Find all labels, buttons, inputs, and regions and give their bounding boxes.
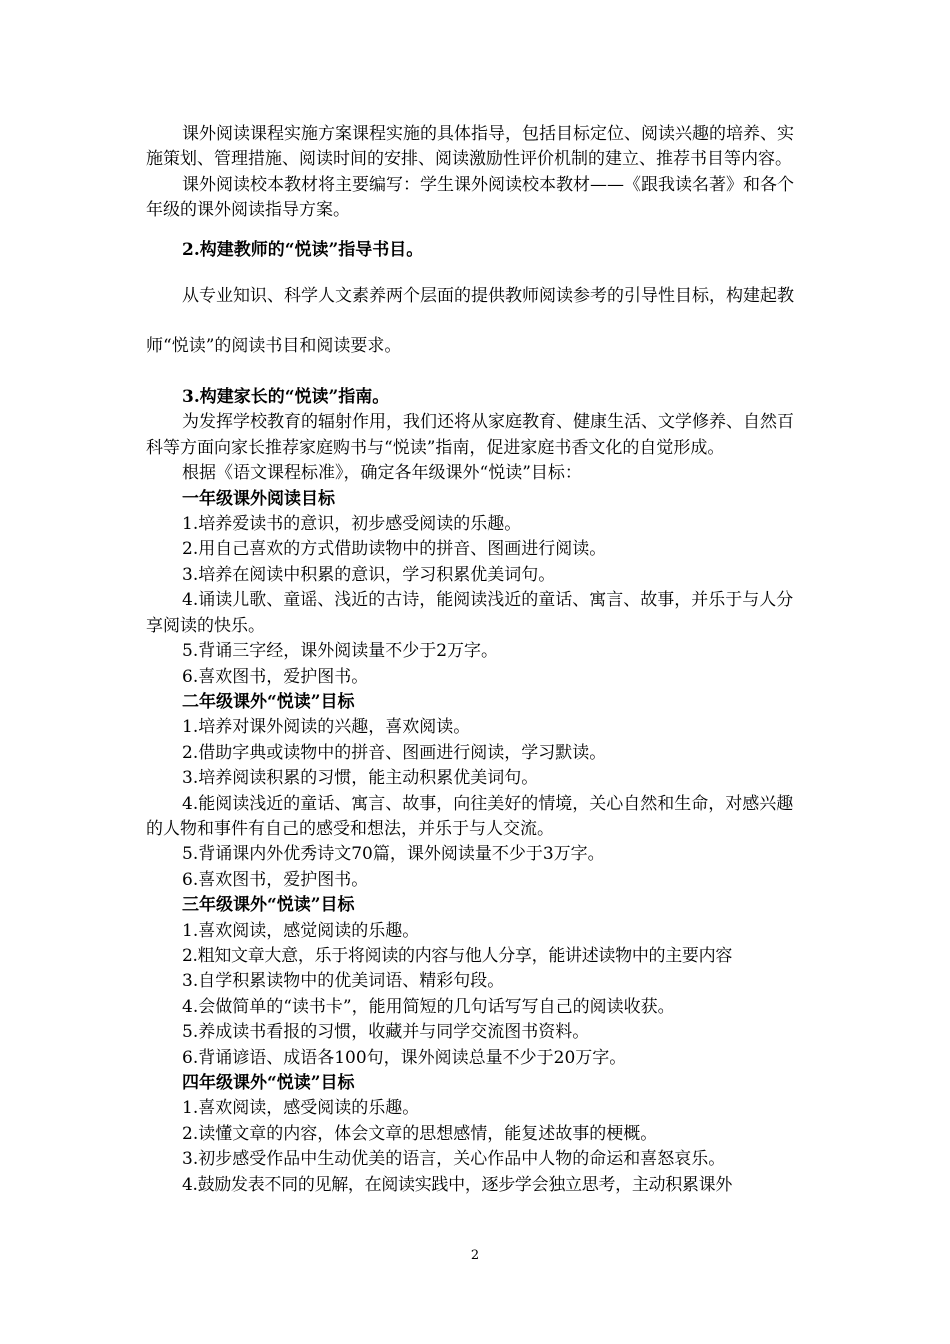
list-item: 3.培养阅读积累的习惯，能主动积累优美词句。 [182, 768, 539, 789]
paragraph-curriculum-standard: 根据《语文课程标准》，确定各年级课外“悦读”目标： [182, 463, 582, 484]
grade-title: 一年级课外阅读目标 [182, 488, 335, 509]
list-item: 4.诵读儿歌、童谣、浅近的古诗，能阅读浅近的童话、寓言、故事，并乐于与人分享阅读的快乐。 [146, 590, 794, 636]
list-item: 4.鼓励发表不同的见解，在阅读实践中，逐步学会独立思考，主动积累课外 [182, 1174, 733, 1195]
heading-teacher-booklist: 2.构建教师的“悦读”指导书目。 [182, 239, 424, 260]
grade-title: 四年级课外“悦读”目标 [182, 1073, 355, 1093]
list-item: 2.用自己喜欢的方式借助读物中的拼音、图画进行阅读。 [182, 539, 607, 560]
grade-section [146, 893, 810, 1071]
page-number: 2 [470, 1248, 480, 1263]
list-item: 1.喜欢阅读，感受阅读的乐趣。 [182, 1098, 420, 1119]
list-item: 2.粗知文章大意，乐于将阅读的内容与他人分享，能讲述读物中的主要内容 [182, 945, 733, 966]
grade-section [146, 690, 810, 893]
paragraph-textbook: 课外阅读校本教材将主要编写：学生课外阅读校本教材——《跟我读名著》和各个年级的课外阅读指导方案。 [146, 174, 794, 221]
list-item: 2.借助字典或读物中的拼音、图画进行阅读，学习默读。 [182, 742, 607, 763]
list-item: 4.会做简单的“读书卡”，能用简短的几句话写写自己的阅读收获。 [182, 996, 675, 1017]
paragraph-parent-guide: 为发挥学校教育的辐射作用，我们还将从家庭教育、健康生活、文学修养、自然百科等方面向家长推荐家庭购书与“悦读”指南，促进家庭书香文化的自觉形成。 [146, 412, 794, 458]
list-item: 6.喜欢图书，爱护图书。 [182, 666, 369, 687]
page-body [146, 122, 810, 1198]
list-item: 6.背诵谚语、成语各100句，课外阅读总量不少于20万字。 [182, 1047, 627, 1068]
paragraph-course-plan: 课外阅读课程实施方案课程实施的具体指导，包括目标定位、阅读兴趣的培养、实施策划、管理措施、阅读时间的安排、阅读激励性评价机制的建立、推荐书目等内容。 [146, 124, 794, 170]
list-item: 2.读懂文章的内容，体会文章的思想感情，能复述故事的梗概。 [182, 1123, 658, 1144]
grade-section [146, 487, 810, 690]
list-item: 5.背诵三字经，课外阅读量不少于2万字。 [182, 641, 499, 662]
list-item: 3.培养在阅读中积累的意识，学习积累优美词句。 [182, 564, 556, 585]
list-item: 5.养成读书看报的习惯，收藏并与同学交流图书资料。 [182, 1022, 590, 1043]
paragraph-teacher-booklist: 从专业知识、科学人文素养两个层面的提供教师阅读参考的引导性目标，构建起教师“悦读”的阅读书目和阅读要求。 [146, 286, 794, 357]
list-item: 5.背诵课内外优秀诗文70篇，课外阅读量不少于3万字。 [182, 844, 605, 865]
grade-title: 二年级课外“悦读”目标 [182, 691, 355, 712]
heading-parent-guide: 3.构建家长的“悦读”指南。 [182, 387, 390, 408]
list-item: 1.培养爱读书的意识，初步感受阅读的乐趣。 [182, 514, 522, 535]
list-item: 3.自学积累读物中的优美词语、精彩句段。 [182, 971, 505, 992]
list-item: 3.初步感受作品中生动优美的语言，关心作品中人物的命运和喜怒哀乐。 [182, 1149, 726, 1170]
list-item: 4.能阅读浅近的童话、寓言、故事，向往美好的情境，关心自然和生命，对感兴趣的人物和事件有自己的感受和想法，并乐于与人交流。 [146, 793, 794, 839]
grade-section [146, 1071, 810, 1198]
list-item: 1.喜欢阅读，感觉阅读的乐趣。 [182, 920, 420, 941]
grade-title: 三年级课外“悦读”目标 [182, 895, 355, 916]
list-item: 1.培养对课外阅读的兴趣，喜欢阅读。 [182, 717, 471, 738]
list-item: 6.喜欢图书，爱护图书。 [182, 869, 369, 890]
